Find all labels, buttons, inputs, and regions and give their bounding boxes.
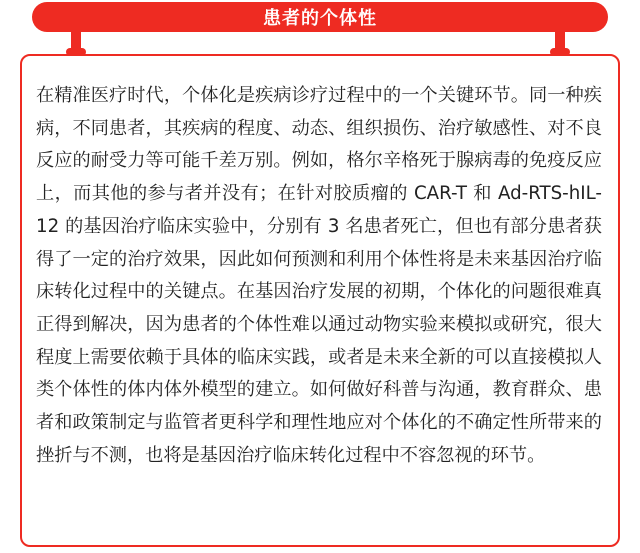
content-box (20, 54, 620, 547)
body-paragraph: 在精准医疗时代，个体化是疾病诊疗过程中的一个关键环节。同一种疾病，不同患者，其疾病的程度、动态、组织损伤、治疗敏感性、对不良反应的耐受力等可能千差万别。例如，格尔辛格死于腺病毒的免疫反应上，而其他的参与者并没有；在针对胶质瘤的 CAR-T 和 Ad-RTS-hIL-12 的基因治疗临床实验中，分别有 3 名患者死亡，但也有部分患者获得了一定的治疗效果，因此如何预测和利用个体性将是未来基因治疗临床转化过程中的关键点。在基因治疗发展的初期，个体化的问题很难真正得到解决，因为患者的个体性难以通过动物实验来模拟或研究，很大程度上需要依赖于具体的临床实践，或者是未来全新的可以直接模拟人类个体性的体内体外模型的建立。如何做好科普与沟通，教育群众、患者和政策制定与监管者更科学和理性地应对个体化的不确定性所带来的挫折与不测，也将是基因治疗临床转化过程中不容忽视的环节。 (36, 85, 602, 466)
title-banner (32, 2, 608, 32)
section-title: 患者的个体性 (263, 8, 377, 29)
